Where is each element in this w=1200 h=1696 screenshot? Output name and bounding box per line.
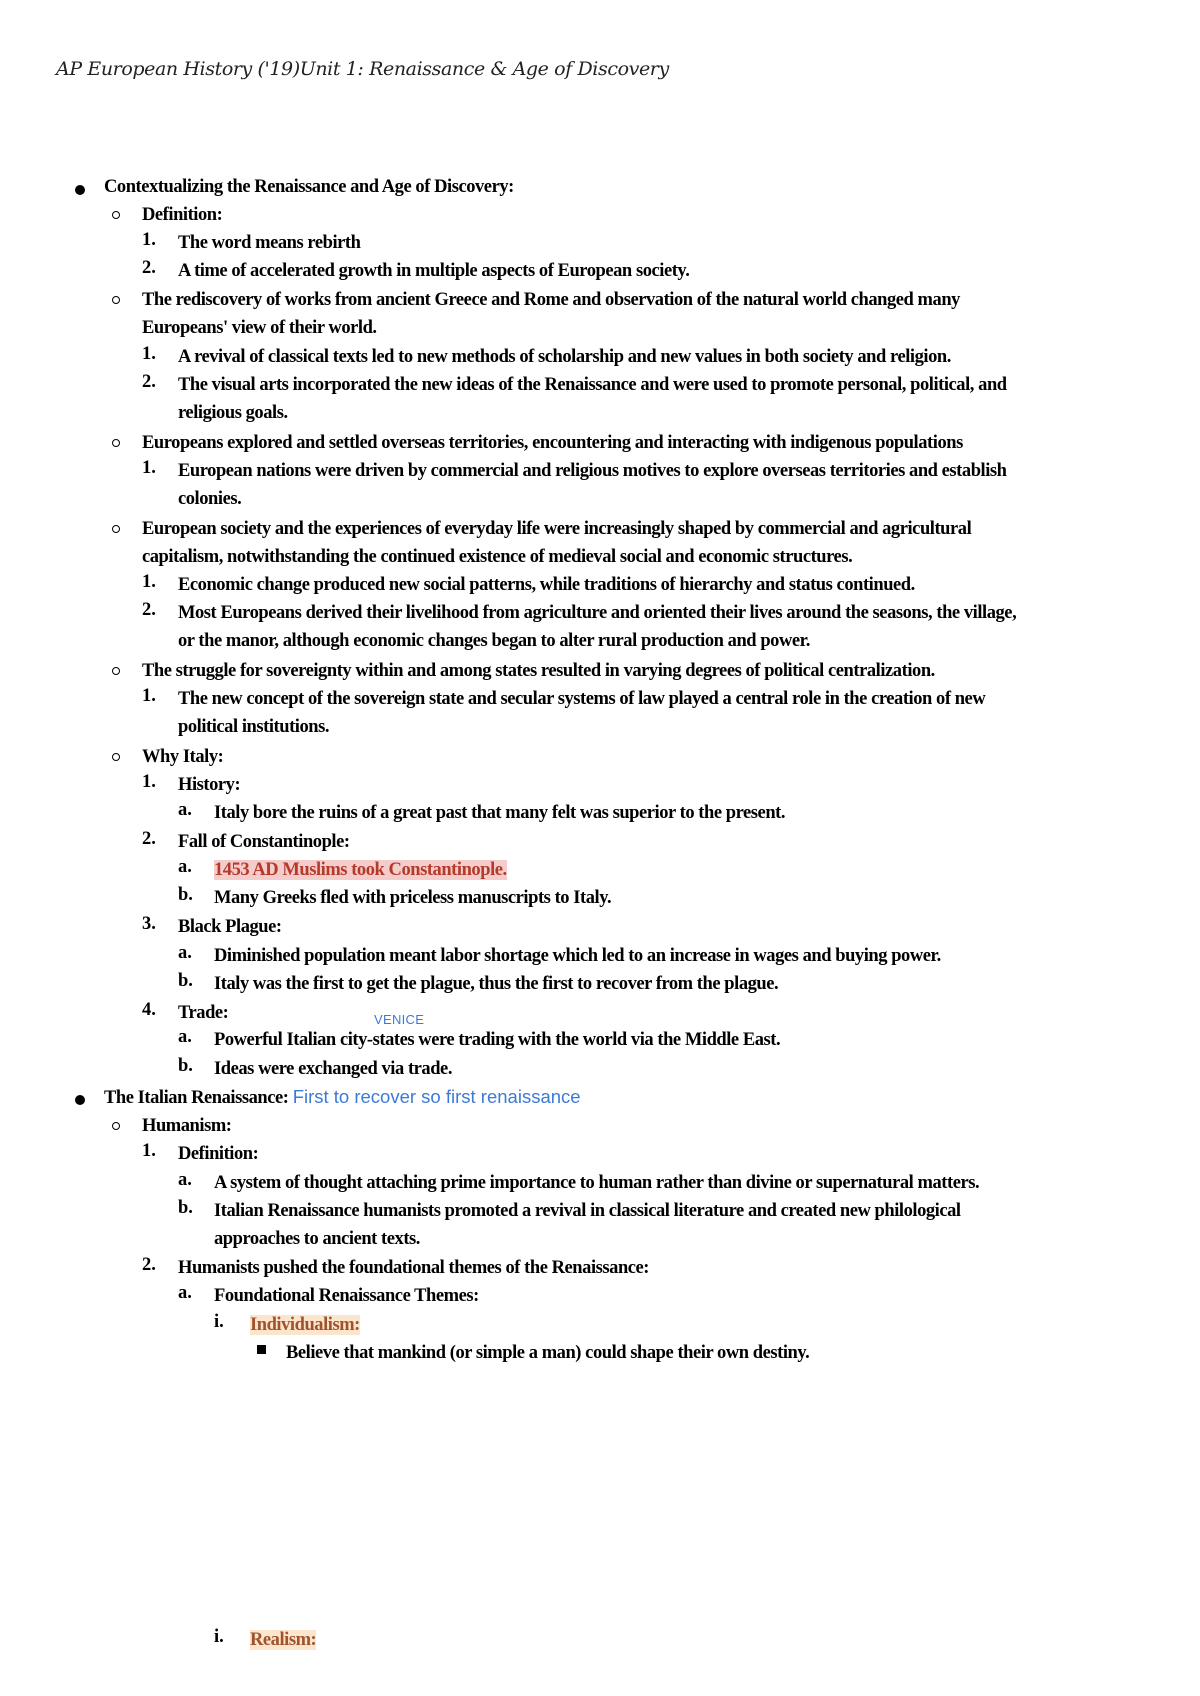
list-letter: a. <box>178 857 192 877</box>
society-text: capitalism, notwithstanding the continued existence of medieval social and economic structures. <box>142 547 853 567</box>
humanism-label: Humanism: <box>142 1116 232 1136</box>
list-number: 1. <box>142 572 156 592</box>
list-letter: a. <box>178 1170 192 1190</box>
list-letter: b. <box>178 971 193 991</box>
list-number: 1. <box>142 230 156 250</box>
definition-label: Definition: <box>142 205 223 225</box>
history-label: History: <box>178 775 241 795</box>
list-number: 4. <box>142 1000 156 1020</box>
bullet-circle-icon <box>112 525 120 533</box>
fall-label: Fall of Constantinople: <box>178 832 350 852</box>
society-text: European society and the experiences of everyday life were increasingly shaped by commercial and agricultural <box>142 519 972 539</box>
themes-label: Humanists pushed the foundational themes of the Renaissance: <box>178 1258 650 1278</box>
list-number: 1. <box>142 686 156 706</box>
list-letter: b. <box>178 1056 193 1076</box>
list-roman: i. <box>214 1312 224 1332</box>
list-item: Ideas were exchanged via trade. <box>214 1059 452 1079</box>
realism-heading <box>250 1626 316 1654</box>
highlighted-text: Realism: <box>250 1630 317 1650</box>
list-item: political institutions. <box>178 717 330 737</box>
list-item: approaches to ancient texts. <box>214 1229 420 1249</box>
list-item: The new concept of the sovereign state and secular systems of law played a central role in the creation of new <box>178 689 986 709</box>
bullet-circle-icon <box>112 753 120 761</box>
bullet-circle-icon <box>112 296 120 304</box>
bullet-circle-icon <box>112 667 120 675</box>
list-item: Italian Renaissance humanists promoted a revival in classical literature and created new philological <box>214 1201 961 1221</box>
list-item: Most Europeans derived their livelihood from agriculture and oriented their lives around the seasons, the village, <box>178 603 1017 623</box>
list-number: 1. <box>142 1141 156 1161</box>
rediscovery-text: Europeans' view of their world. <box>142 318 377 338</box>
list-item: Italy bore the ruins of a great past that many felt was superior to the present. <box>214 803 786 823</box>
bullet-circle-icon <box>112 439 120 447</box>
trade-label: Trade: <box>178 1003 229 1023</box>
list-item: A revival of classical texts led to new methods of scholarship and new values in both society and religion. <box>178 347 951 367</box>
list-item: or the manor, although economic changes began to alter rural production and power. <box>178 631 810 651</box>
list-item: The word means rebirth <box>178 233 361 253</box>
list-number: 2. <box>142 1255 156 1275</box>
section-title <box>104 1083 581 1112</box>
bullet-square-icon <box>257 1345 266 1354</box>
list-item: Italy was the first to get the plague, thus the first to recover from the plague. <box>214 974 779 994</box>
rediscovery-text: The rediscovery of works from ancient Greece and Rome and observation of the natural world changed many <box>142 290 960 310</box>
list-letter: b. <box>178 1198 193 1218</box>
highlighted-text: Individualism: <box>250 1315 360 1335</box>
section-title-text: The Italian Renaissance: <box>104 1088 289 1108</box>
list-number: 2. <box>142 258 156 278</box>
list-number: 2. <box>142 600 156 620</box>
section-title: Contextualizing the Renaissance and Age of Discovery: <box>104 177 514 197</box>
document-header: AP European History ('19)Unit 1: Renaissance & Age of Discovery <box>56 58 669 80</box>
list-item: A time of accelerated growth in multiple aspects of European society. <box>178 261 690 281</box>
bullet-dot-icon <box>75 185 85 195</box>
list-item: Diminished population meant labor shortage which led to an increase in wages and buying power. <box>214 946 941 966</box>
plague-label: Black Plague: <box>178 917 282 937</box>
list-letter: a. <box>178 1027 192 1047</box>
list-item: Many Greeks fled with priceless manuscripts to Italy. <box>214 888 612 908</box>
list-item: religious goals. <box>178 403 288 423</box>
list-item: Believe that mankind (or simple a man) could shape their own destiny. <box>286 1343 810 1363</box>
list-item: European nations were driven by commercial and religious motives to explore overseas territories and establish <box>178 461 1007 481</box>
list-letter: a. <box>178 943 192 963</box>
list-letter: a. <box>178 1283 192 1303</box>
bullet-dot-icon <box>75 1095 85 1105</box>
why-italy-label: Why Italy: <box>142 747 224 767</box>
list-number: 2. <box>142 372 156 392</box>
highlighted-text: 1453 AD Muslims took Constantinople. <box>214 860 507 880</box>
list-letter: b. <box>178 885 193 905</box>
list-item: Foundational Renaissance Themes: <box>214 1286 479 1306</box>
list-item: Powerful Italian city-states were trading with the world via the Middle East. <box>214 1030 781 1050</box>
explored-text: Europeans explored and settled overseas territories, encountering and interacting with indigenous populations <box>142 433 963 453</box>
list-letter: a. <box>178 800 192 820</box>
bullet-circle-icon <box>112 211 120 219</box>
list-item: Economic change produced new social patterns, while traditions of hierarchy and status continued. <box>178 575 915 595</box>
sovereignty-text: The struggle for sovereignty within and among states resulted in varying degrees of political centralization. <box>142 661 935 681</box>
venice-annotation: VENICE <box>374 1012 425 1027</box>
list-roman: i. <box>214 1627 224 1647</box>
list-number: 1. <box>142 772 156 792</box>
list-item: colonies. <box>178 489 242 509</box>
list-number: 2. <box>142 829 156 849</box>
bullet-circle-icon <box>112 1122 120 1130</box>
list-number: 1. <box>142 344 156 364</box>
list-number: 3. <box>142 914 156 934</box>
list-item <box>214 856 507 884</box>
list-item: A system of thought attaching prime importance to human rather than divine or supernatural matters. <box>214 1173 980 1193</box>
definition-label: Definition: <box>178 1144 259 1164</box>
margin-annotation: First to recover so first renaissance <box>292 1086 581 1107</box>
individualism-heading <box>250 1311 360 1339</box>
list-item: The visual arts incorporated the new ideas of the Renaissance and were used to promote personal, political, and <box>178 375 1007 395</box>
list-number: 1. <box>142 458 156 478</box>
